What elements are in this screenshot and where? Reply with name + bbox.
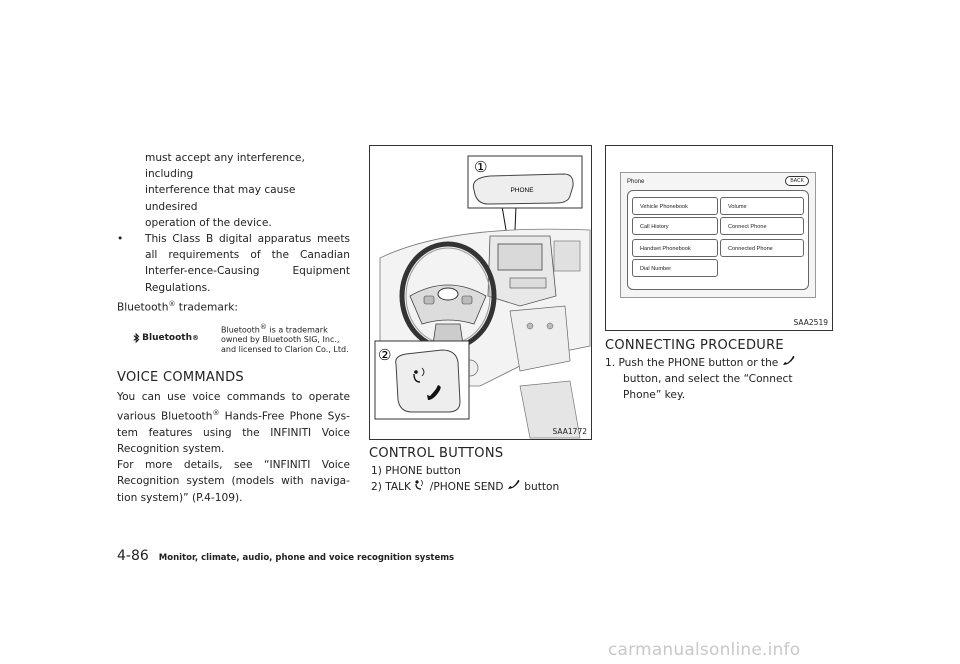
callout-2-number: ② [378, 346, 392, 364]
list-item: 1) PHONE button [371, 465, 461, 477]
watermark: carmanualsonline.info [608, 640, 801, 660]
bullet-mark: • [117, 233, 124, 246]
phone-send-icon [507, 479, 521, 490]
connect-phone-button[interactable]: Connect Phone [720, 217, 804, 235]
bluetooth-logo: Bluetooth ® [133, 330, 199, 346]
figure-code: SAA2519 [793, 318, 828, 327]
back-button[interactable]: BACK [785, 176, 809, 186]
connected-phone-button[interactable]: Connected Phone [720, 239, 804, 257]
list-item: 2) TALK /PHONE SEND button [371, 481, 560, 493]
figure-code: SAA1772 [552, 427, 587, 436]
talk-icon [414, 479, 426, 490]
section-title-connecting-procedure: CONNECTING PROCEDURE [605, 338, 784, 353]
call-history-button[interactable]: Call History [632, 217, 718, 235]
bullet-text: This Class B digital apparatus meets all requirements of the Canadian Interfer-ence-Causing Equipment Regulations. [145, 233, 350, 294]
continued-line: must accept any interference, including [145, 152, 305, 181]
voice-commands-paragraph: You can use voice commands to operate various Bluetooth® Hands-Free Phone Sys-tem features using the INFINITI Voice Recognition system. [117, 390, 350, 455]
dashboard-illustration [370, 146, 591, 439]
dashboard-figure [369, 145, 592, 440]
control-buttons-section [369, 446, 590, 495]
callout-1-number: ① [474, 158, 488, 176]
left-column [117, 150, 350, 506]
handset-phonebook-button[interactable]: Handset Phonebook [632, 239, 718, 257]
bullet-item [117, 231, 350, 296]
more-details-paragraph: For more details, see “INFINITI Voice Recognition system (models with naviga-tion system)” (P.4-109). [117, 459, 350, 504]
continued-line: operation of the device. [145, 216, 272, 229]
section-title-control-buttons: CONTROL BUTTONS [369, 446, 504, 461]
page-number: 4-86 [117, 548, 149, 564]
trademark-heading: Bluetooth® trademark: [117, 299, 238, 314]
continued-line: interference that may cause undesired [145, 184, 296, 213]
phone-send-icon [782, 355, 796, 366]
vehicle-phonebook-button[interactable]: Vehicle Phonebook [632, 197, 718, 215]
phone-screen-figure [605, 145, 833, 331]
procedure-step: 1. Push the PHONE button or the button, and select the “Connect Phone” key. [605, 355, 831, 403]
chapter-title: Monitor, climate, audio, phone and voice recognition systems [158, 553, 455, 563]
phone-menu-screen [620, 172, 816, 298]
volume-button[interactable]: Volume [720, 197, 804, 215]
phone-button-label: PHONE [510, 187, 534, 194]
trademark-note: Bluetooth® is a trademark owned by Bluetooth SIG, Inc., and licensed to Clarion Co., Ltd. [221, 322, 349, 355]
bluetooth-trademark-block [117, 322, 350, 362]
bluetooth-icon [133, 332, 140, 344]
dial-number-button[interactable]: Dial Number [632, 259, 718, 277]
screen-title: Phone [627, 179, 645, 185]
page-footer [117, 548, 454, 564]
menu-panel [627, 190, 809, 290]
section-title-voice-commands: VOICE COMMANDS [117, 369, 244, 385]
connecting-procedure-section [605, 338, 831, 403]
